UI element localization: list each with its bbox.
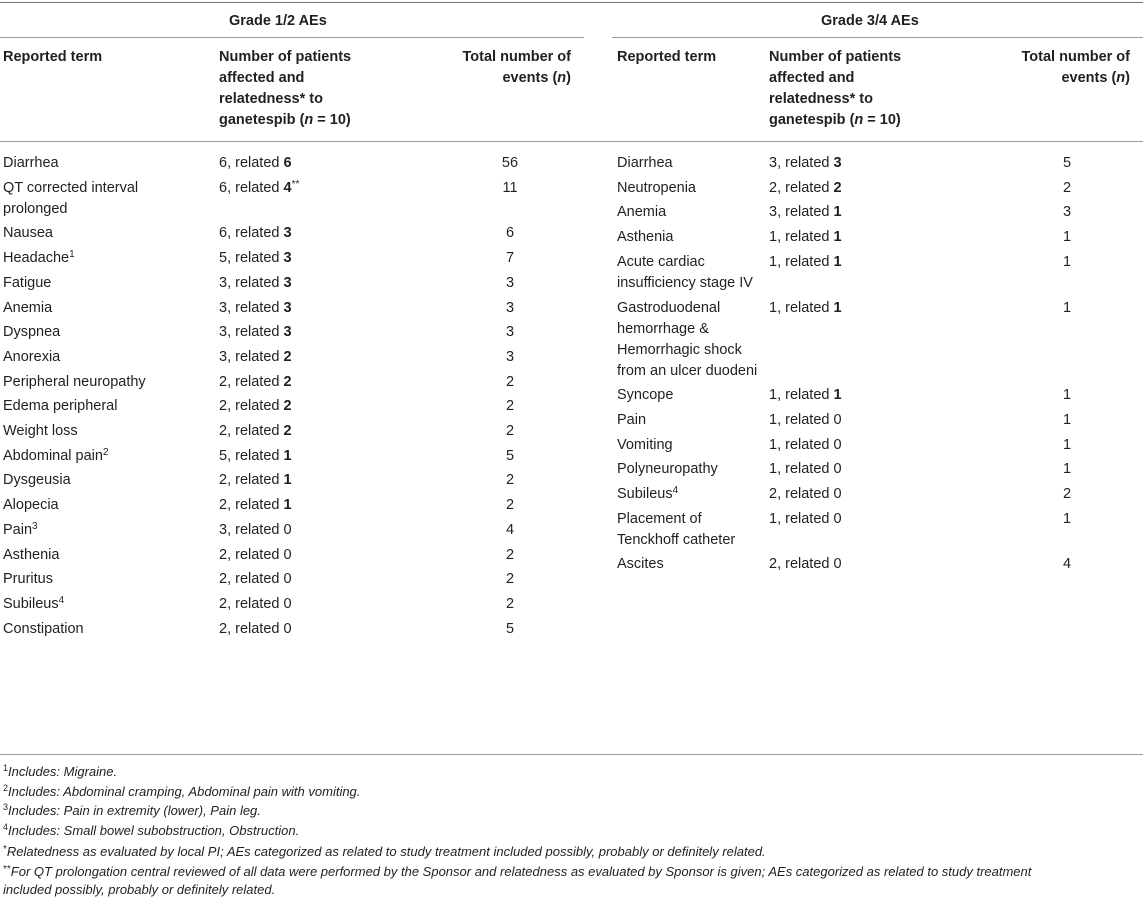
footnote: *Relatedness as evaluated by local PI; AEs categorized as related to study treatment included possibly, probably or definitely related. [3,844,766,860]
row-term: Anemia [3,299,53,316]
col-header-events-right [1000,47,1130,89]
row-relatedness: 1, related 1 [769,253,842,270]
footnote: $^1$Includes: Migraine. [3,763,118,779]
group-rule-right [612,37,1143,38]
row-term: Fatigue [3,274,52,291]
row-relatedness: 6, related 6 [219,155,292,171]
row-term: Anorexia [3,348,61,365]
row-term: Anemia [617,204,667,221]
row-term: Constipation [3,620,84,637]
footnote: included possibly, probably or definitely related. [3,881,276,897]
col-header-events-left [445,47,571,89]
row-events: 2 [505,497,515,514]
row-term: Dyspnea [3,324,61,341]
row-relatedness: 2, related 0 [219,571,292,588]
col-header-term-left: Reported term [3,49,103,65]
row-events: 1 [1062,253,1072,270]
patients-header-line: relatedness* to [219,91,323,107]
row-relatedness: 2, related 1 [219,497,292,514]
row-relatedness: 3, related 3 [769,155,842,171]
row-relatedness: 5, related 3 [219,250,292,267]
row-term: Vomiting [617,436,673,453]
row-events: 3 [505,348,515,365]
row-term: Headache$^1$ [3,249,75,267]
group-rule-left [0,37,584,38]
row-relatedness: 2, related 0 [219,595,292,612]
row-term: Diarrhea [617,155,673,171]
row-relatedness: 1, related 0 [769,411,842,428]
row-events: 2 [505,373,515,390]
footnote: $^3$Includes: Pain in extremity (lower), Pain leg. [3,802,261,819]
row-term: Alopecia [3,497,59,514]
row-term: Pain [617,411,647,428]
patients-header-line: ganetespib (n = 10) [219,112,351,128]
row-events: 11 [502,179,518,196]
row-term: Weight loss [3,423,78,439]
patients-header-line: affected and [219,70,305,86]
row-term: Asthenia [617,229,674,246]
row-term: Pruritus [3,571,53,588]
row-relatedness: 2, related 0 [219,620,292,637]
col-header-term-right: Reported term [617,49,717,65]
row-events: 1 [1062,229,1072,246]
row-term: Dysgeusia [3,472,71,489]
row-term: Gastroduodenal hemorrhage & Hemorrhagic shock from an ulcer duodeni [617,299,758,379]
row-events: 2 [505,398,515,415]
row-events: 7 [505,250,515,267]
row-term: Ascites [617,556,664,573]
row-relatedness: 1, related 0 [769,436,842,453]
row-relatedness: 3, related 3 [219,274,292,291]
table-top-rule [0,2,1143,3]
row-events: 2 [505,571,515,588]
row-events: 2 [505,472,515,489]
footnote: **For QT prolongation central reviewed of all data were performed by the Sponsor and relatedness as evaluated by Sponsor is given; AEs categorized as related to study treatment [3,864,1032,879]
col-header-patients-left [219,47,351,131]
row-relatedness: 3, related 3 [219,324,292,341]
row-events: 5 [1062,155,1072,171]
patients-header-line: Number of patients [219,49,352,65]
events-header-line: Total number of [1021,49,1130,65]
row-relatedness: 2, related 2 [219,398,292,415]
row-term: Asthenia [3,546,60,563]
row-relatedness: 3, related 2 [219,348,292,365]
row-events: 1 [1062,387,1072,404]
row-events: 1 [1062,510,1072,527]
row-term: Subileus$^4$ [3,594,65,612]
row-relatedness: 2, related 0 [219,546,292,563]
row-term: Neutropenia [617,179,696,196]
group-header-grade-1-2: Grade 1/2 AEs [229,13,327,29]
group-header-grade-3-4: Grade 3/4 AEs [821,13,919,29]
col-header-patients-right [769,47,901,131]
row-events: 5 [505,620,515,637]
row-relatedness: 6, related 3 [219,225,292,242]
row-events: 1 [1062,411,1072,428]
row-events: 2 [505,546,515,563]
row-relatedness: 2, related 0 [769,556,842,573]
row-events: 3 [505,274,515,291]
row-term: Edema peripheral [3,398,118,415]
row-relatedness: 2, related 2 [219,423,292,439]
row-relatedness: 1, related 1 [769,229,842,246]
row-events: 1 [1062,461,1072,478]
patients-header-line: ganetespib (n = 10) [769,112,901,128]
row-events: 3 [1062,204,1072,221]
events-header-line: events (n) [502,70,571,86]
row-term: Abdominal pain$^2$ [3,446,109,464]
row-relatedness: 2, related 2 [219,373,292,390]
row-relatedness: 2, related 0 [769,486,842,502]
row-relatedness: 1, related 1 [769,387,842,404]
row-events: 3 [505,324,515,341]
events-header-line: Total number of [462,49,571,65]
row-events: 3 [505,299,515,316]
row-relatedness: 3, related 3 [219,299,292,316]
row-relatedness: 2, related 2 [769,179,842,196]
table-bottom-rule [0,754,1143,755]
row-term: Diarrhea [3,155,59,171]
row-events: 4 [1062,556,1072,573]
row-term: Syncope [617,387,674,404]
footnote: $^4$Includes: Small bowel subobstruction, Obstruction. [3,821,300,838]
row-events: 1 [1062,436,1072,453]
row-events: 1 [1062,299,1072,316]
patients-header-line: affected and [769,70,855,86]
row-relatedness: 1, related 1 [769,299,842,316]
header-bottom-rule [0,141,1143,142]
patients-header-line: Number of patients [769,49,902,65]
row-relatedness: 2, related 1 [219,472,292,489]
row-events: 4 [505,521,515,538]
row-events: 5 [505,447,515,464]
row-relatedness: 3, related 1 [769,204,842,221]
row-events: 2 [1062,486,1072,502]
row-term: QT corrected interval prolonged [3,179,139,217]
row-term: Polyneuropathy [617,461,718,478]
row-events: 2 [505,595,515,612]
row-events: 2 [1062,179,1072,196]
footnote: $^2$Includes: Abdominal cramping, Abdominal pain with vomiting. [3,782,361,799]
row-term: Peripheral neuropathy [3,373,146,390]
row-term: Nausea [3,225,53,242]
row-relatedness: 5, related 1 [219,447,292,464]
events-header-line: events (n) [1061,70,1130,86]
row-events: 2 [505,423,515,439]
patients-header-line: relatedness* to [769,91,873,107]
row-events: 6 [505,225,515,242]
row-relatedness: 1, related 0 [769,461,842,478]
row-events: 56 [501,155,519,171]
row-term: Subileus$^4$ [617,485,679,502]
row-relatedness: 6, related 4** [219,178,300,196]
row-term: Acute cardiac insufficiency stage IV [617,253,753,291]
row-term: Placement of Tenckhoff catheter [617,510,736,548]
row-term: Pain$^3$ [3,520,38,538]
row-relatedness: 1, related 0 [769,510,842,527]
row-relatedness: 3, related 0 [219,521,292,538]
